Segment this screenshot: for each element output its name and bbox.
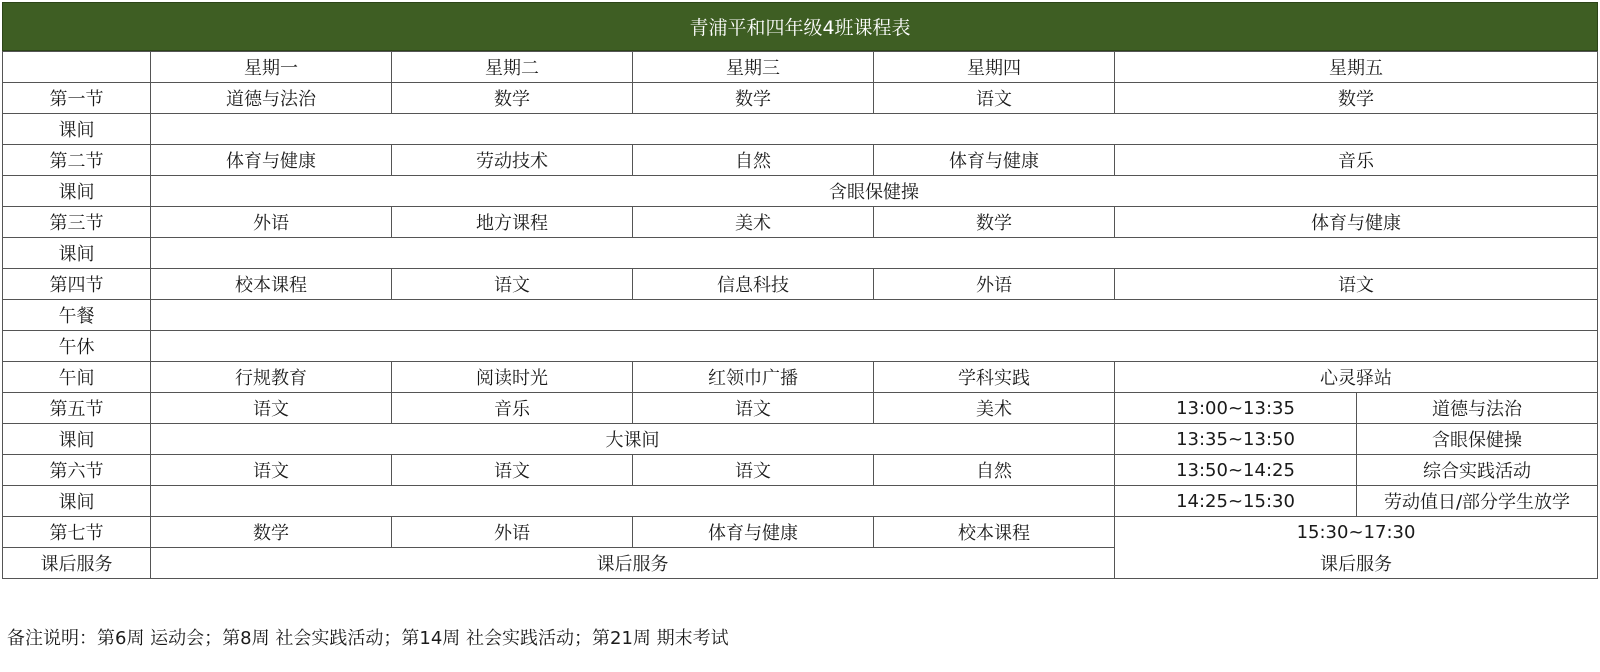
- subject-cell: 地方课程: [392, 207, 633, 238]
- period-label: 课间: [3, 238, 151, 269]
- remarks-item: 第6周 运动会；: [97, 628, 223, 649]
- subject-cell: 语文: [1115, 269, 1598, 300]
- subject-cell: 语文: [392, 455, 633, 486]
- timetable-title: 青浦平和四年级4班课程表: [2, 2, 1598, 51]
- friday-subject-cell: 道德与法治: [1357, 393, 1598, 424]
- break-row: [3, 300, 1598, 331]
- subject-cell: 数学: [1115, 83, 1598, 114]
- period-label: 课间: [3, 424, 151, 455]
- subject-cell: 音乐: [392, 393, 633, 424]
- friday-subject-cell: 含眼保健操: [1357, 424, 1598, 455]
- subject-cell: 语文: [151, 393, 392, 424]
- remarks-item: 第8周 社会实践活动；: [222, 628, 402, 649]
- remarks: [7, 624, 729, 650]
- break-row: [3, 331, 1598, 362]
- subject-cell: 阅读时光: [392, 362, 633, 393]
- friday-subject-cell: 课后服务: [1115, 548, 1598, 579]
- period-label: 课后服务: [3, 548, 151, 579]
- break-row: [3, 424, 1598, 455]
- period-label: 第四节: [3, 269, 151, 300]
- friday-time-cell: 13:35~13:50: [1115, 424, 1357, 455]
- period-label: 午休: [3, 331, 151, 362]
- break-row: [3, 238, 1598, 269]
- after-school-row: [3, 548, 1598, 579]
- subject-cell: 信息科技: [633, 269, 874, 300]
- subject-cell: 道德与法治: [151, 83, 392, 114]
- friday-subject-cell: 综合实践活动: [1357, 455, 1598, 486]
- break-cell: 大课间: [151, 424, 1115, 455]
- day-header: 星期四: [874, 52, 1115, 83]
- period-row: [3, 269, 1598, 300]
- friday-time-cell: 14:25~15:30: [1115, 486, 1357, 517]
- subject-cell: 外语: [874, 269, 1115, 300]
- break-cell: 课后服务: [151, 548, 1115, 579]
- period-label: 午餐: [3, 300, 151, 331]
- day-header: 星期三: [633, 52, 874, 83]
- period-row: [3, 207, 1598, 238]
- period-label: 第七节: [3, 517, 151, 548]
- period-label: 第三节: [3, 207, 151, 238]
- timetable-sheet: [2, 2, 1598, 579]
- period-row: [3, 517, 1598, 548]
- subject-cell: 美术: [633, 207, 874, 238]
- break-cell: [151, 114, 1598, 145]
- period-label: 课间: [3, 114, 151, 145]
- friday-subject-cell: 劳动值日/部分学生放学: [1357, 486, 1598, 517]
- period-row: [3, 393, 1598, 424]
- subject-cell: 语文: [874, 83, 1115, 114]
- subject-cell: 自然: [874, 455, 1115, 486]
- subject-cell: 体育与健康: [874, 145, 1115, 176]
- friday-time-cell: 13:00~13:35: [1115, 393, 1357, 424]
- period-label: 课间: [3, 486, 151, 517]
- subject-cell: 数学: [633, 83, 874, 114]
- friday-time-cell: 15:30~17:30: [1115, 517, 1598, 548]
- period-label: 第六节: [3, 455, 151, 486]
- period-label: 第二节: [3, 145, 151, 176]
- break-cell: [151, 486, 1115, 517]
- subject-cell: 校本课程: [151, 269, 392, 300]
- subject-cell: 语文: [633, 393, 874, 424]
- period-row: [3, 455, 1598, 486]
- subject-cell: 数学: [392, 83, 633, 114]
- subject-cell: 行规教育: [151, 362, 392, 393]
- period-label: 午间: [3, 362, 151, 393]
- day-header-row: [3, 52, 1598, 83]
- break-cell: [151, 331, 1598, 362]
- break-row: [3, 486, 1598, 517]
- day-header: 星期二: [392, 52, 633, 83]
- day-header: 星期五: [1115, 52, 1598, 83]
- corner-cell: [3, 52, 151, 83]
- subject-cell: 音乐: [1115, 145, 1598, 176]
- timetable-grid: [2, 51, 1598, 579]
- break-cell: [151, 238, 1598, 269]
- remarks-item: 第21周 期末考试: [592, 628, 729, 649]
- subject-cell: 外语: [392, 517, 633, 548]
- period-row: [3, 362, 1598, 393]
- subject-cell: 体育与健康: [633, 517, 874, 548]
- break-cell: 含眼保健操: [151, 176, 1598, 207]
- remarks-item: 第14周 社会实践活动；: [401, 628, 593, 649]
- period-row: [3, 83, 1598, 114]
- subject-cell: 体育与健康: [151, 145, 392, 176]
- subject-cell: 学科实践: [874, 362, 1115, 393]
- subject-cell: 校本课程: [874, 517, 1115, 548]
- period-label: 第五节: [3, 393, 151, 424]
- remarks-label: 备注说明：: [7, 628, 97, 649]
- break-row: [3, 114, 1598, 145]
- period-label: 第一节: [3, 83, 151, 114]
- subject-cell: 数学: [151, 517, 392, 548]
- friday-time-cell: 13:50~14:25: [1115, 455, 1357, 486]
- break-cell: [151, 300, 1598, 331]
- period-label: 课间: [3, 176, 151, 207]
- subject-cell: 美术: [874, 393, 1115, 424]
- subject-cell: 数学: [874, 207, 1115, 238]
- subject-cell: 红领巾广播: [633, 362, 874, 393]
- subject-cell: 外语: [151, 207, 392, 238]
- period-row: [3, 145, 1598, 176]
- subject-cell: 自然: [633, 145, 874, 176]
- subject-cell: 心灵驿站: [1115, 362, 1598, 393]
- subject-cell: 语文: [392, 269, 633, 300]
- subject-cell: 劳动技术: [392, 145, 633, 176]
- day-header: 星期一: [151, 52, 392, 83]
- subject-cell: 体育与健康: [1115, 207, 1598, 238]
- subject-cell: 语文: [151, 455, 392, 486]
- break-row: [3, 176, 1598, 207]
- subject-cell: 语文: [633, 455, 874, 486]
